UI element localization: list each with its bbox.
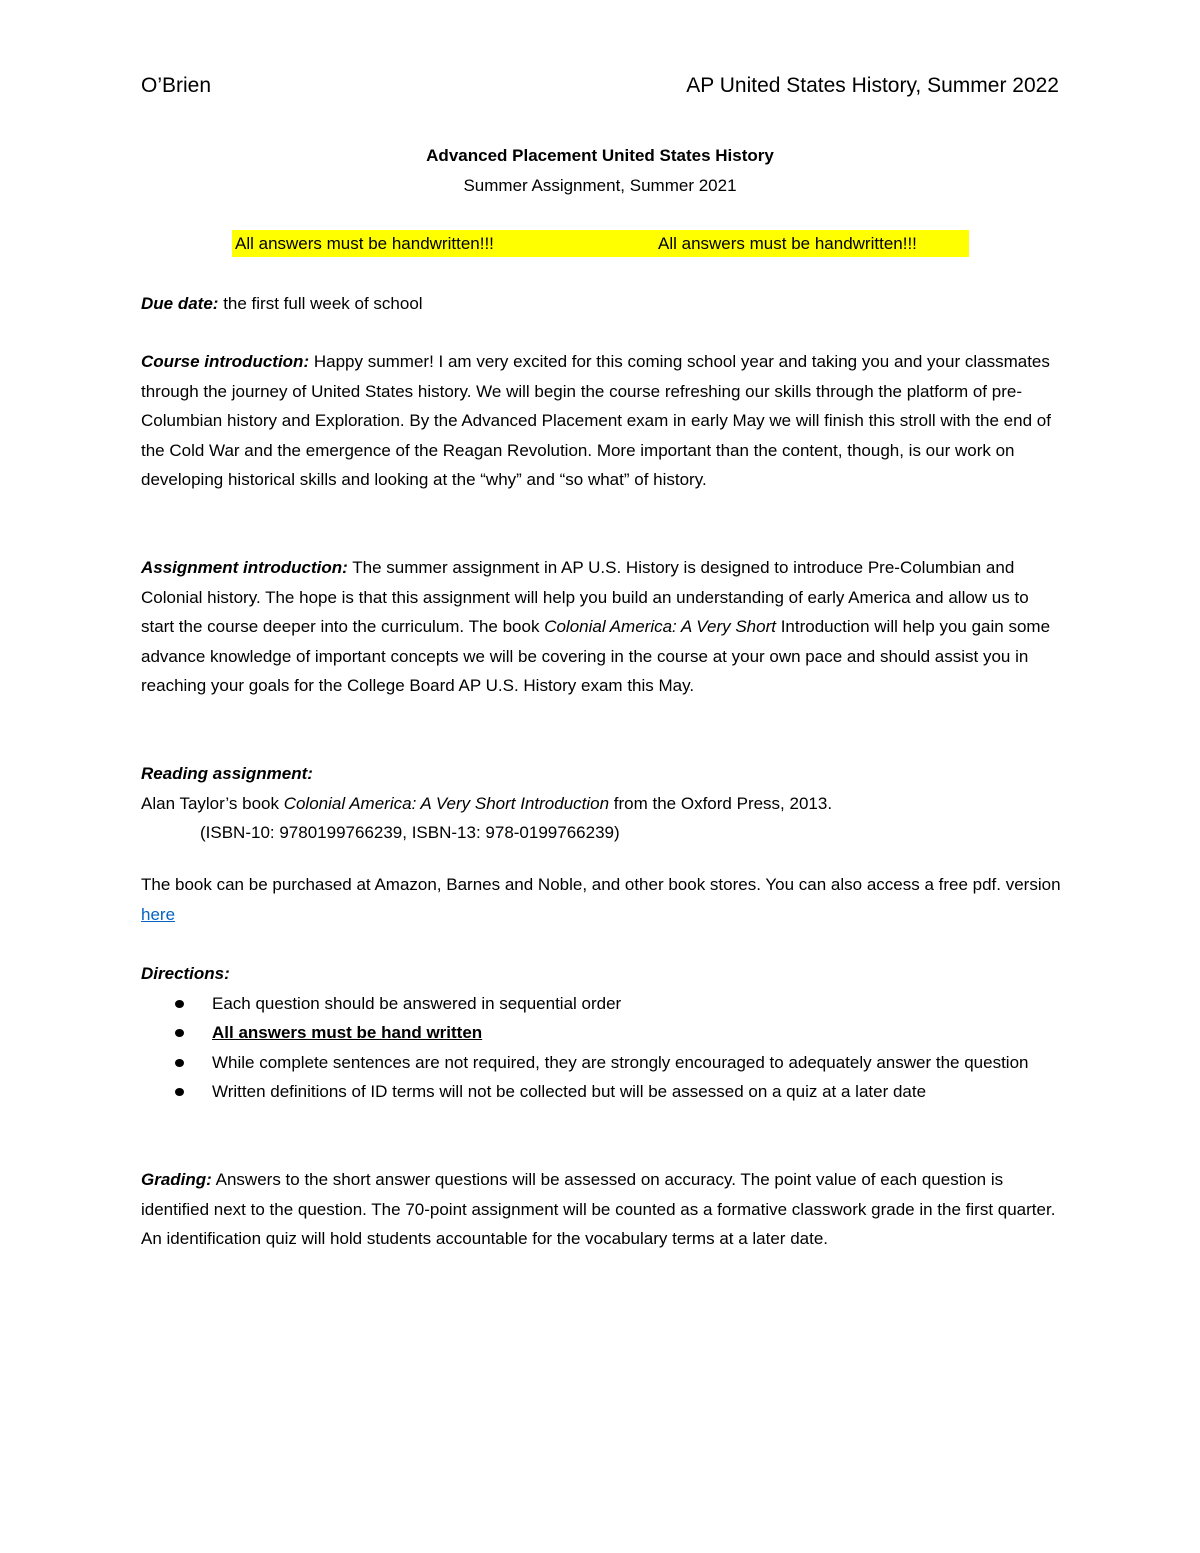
handwritten-notice-highlight [232, 230, 969, 257]
header-course: AP United States History, Summer 2022 [686, 74, 1059, 97]
direction-text: While complete sentences are not required, they are strongly encouraged to adequately answer the question [212, 1052, 1029, 1072]
reading-text-2: from the Oxford Press, 2013. [609, 793, 833, 813]
bullet-icon [175, 1059, 184, 1067]
directions-section [141, 959, 1061, 1107]
handwritten-notice-left: All answers must be handwritten!!! [235, 234, 494, 253]
isbn-line: (ISBN-10: 9780199766239, ISBN-13: 978-0199766239) [200, 823, 620, 842]
purchase-text: The book can be purchased at Amazon, Barnes and Noble, and other book stores. You can also access a free pdf. version [141, 875, 1061, 894]
direction-text: All answers must be hand written [212, 1023, 483, 1042]
directions-label: Directions: [141, 964, 230, 983]
assignment-intro-paragraph [141, 553, 1061, 701]
bullet-icon [175, 1088, 184, 1096]
list-item [141, 1018, 1061, 1048]
assignment-intro-book-title: Colonial America: A Very Short [544, 617, 776, 636]
due-date-paragraph [141, 289, 1061, 319]
assignment-intro-text-1: The summer assignment in AP U.S. History is designed to introduce Pre-Columbian and Colonial history. The hope is that this assignment will help you build an understanding of early America and allow us to start the course deeper into the curriculum. The book [141, 558, 1029, 636]
grading-paragraph [141, 1165, 1061, 1254]
list-item [141, 1077, 1061, 1107]
course-intro-paragraph [141, 347, 1061, 495]
reading-assignment-label: Reading assignment: [141, 764, 313, 783]
course-intro-text: Happy summer! I am very excited for this coming school year and taking you and your classmates through the journey of United States history. We will begin the course refreshing our skills through the platform of pre-Columbian history and Exploration. By the Advanced Placement exam in early May we will finish this stroll with the end of the Cold War and the emergence of the Reagan Revolution. More important than the content, though, is our work on developing historical skills and looking at the “why” and “so what” of history. [141, 352, 1051, 489]
reading-assignment-section [141, 759, 1061, 848]
reading-text-1: Alan Taylor’s book [141, 793, 284, 813]
grading-text: Answers to the short answer questions will be assessed on accuracy. The point value of each question is identified next to the question. The 70-point assignment will be counted as a formative classwork grade in the first quarter. An identification quiz will hold students accountable for the vocabulary terms at a later date. [141, 1170, 1056, 1248]
assignment-intro-label: Assignment introduction: [141, 558, 348, 577]
due-date-text: the first full week of school [218, 294, 423, 313]
document-subtitle: Summer Assignment, Summer 2021 [463, 176, 737, 195]
purchase-paragraph [141, 870, 1061, 929]
direction-text: Each question should be answered in sequential order [212, 993, 622, 1013]
header-author: O’Brien [141, 74, 212, 97]
bullet-icon [175, 1000, 184, 1008]
list-item [141, 1048, 1061, 1078]
pdf-link[interactable]: here [141, 904, 176, 924]
due-date-label: Due date: [141, 294, 219, 313]
document-title: Advanced Placement United States History [426, 146, 774, 165]
course-intro-label: Course introduction: [141, 352, 310, 371]
reading-book-title: Colonial America: A Very Short Introduction [283, 793, 610, 813]
list-item [141, 989, 1061, 1019]
handwritten-notice-right: All answers must be handwritten!!! [658, 234, 917, 253]
directions-list [141, 989, 1061, 1107]
reading-assignment-text [141, 789, 1061, 819]
grading-label: Grading: [141, 1170, 212, 1189]
assignment-intro-text-2: Introduction will help you gain some advance knowledge of important concepts we will be covering in the course at your own pace and should assist you in reaching your goals for the College Board AP U.S. History exam this May. [141, 617, 1051, 695]
direction-text: Written definitions of ID terms will not be collected but will be assessed on a quiz at a later date [212, 1082, 927, 1101]
bullet-icon [175, 1029, 184, 1037]
